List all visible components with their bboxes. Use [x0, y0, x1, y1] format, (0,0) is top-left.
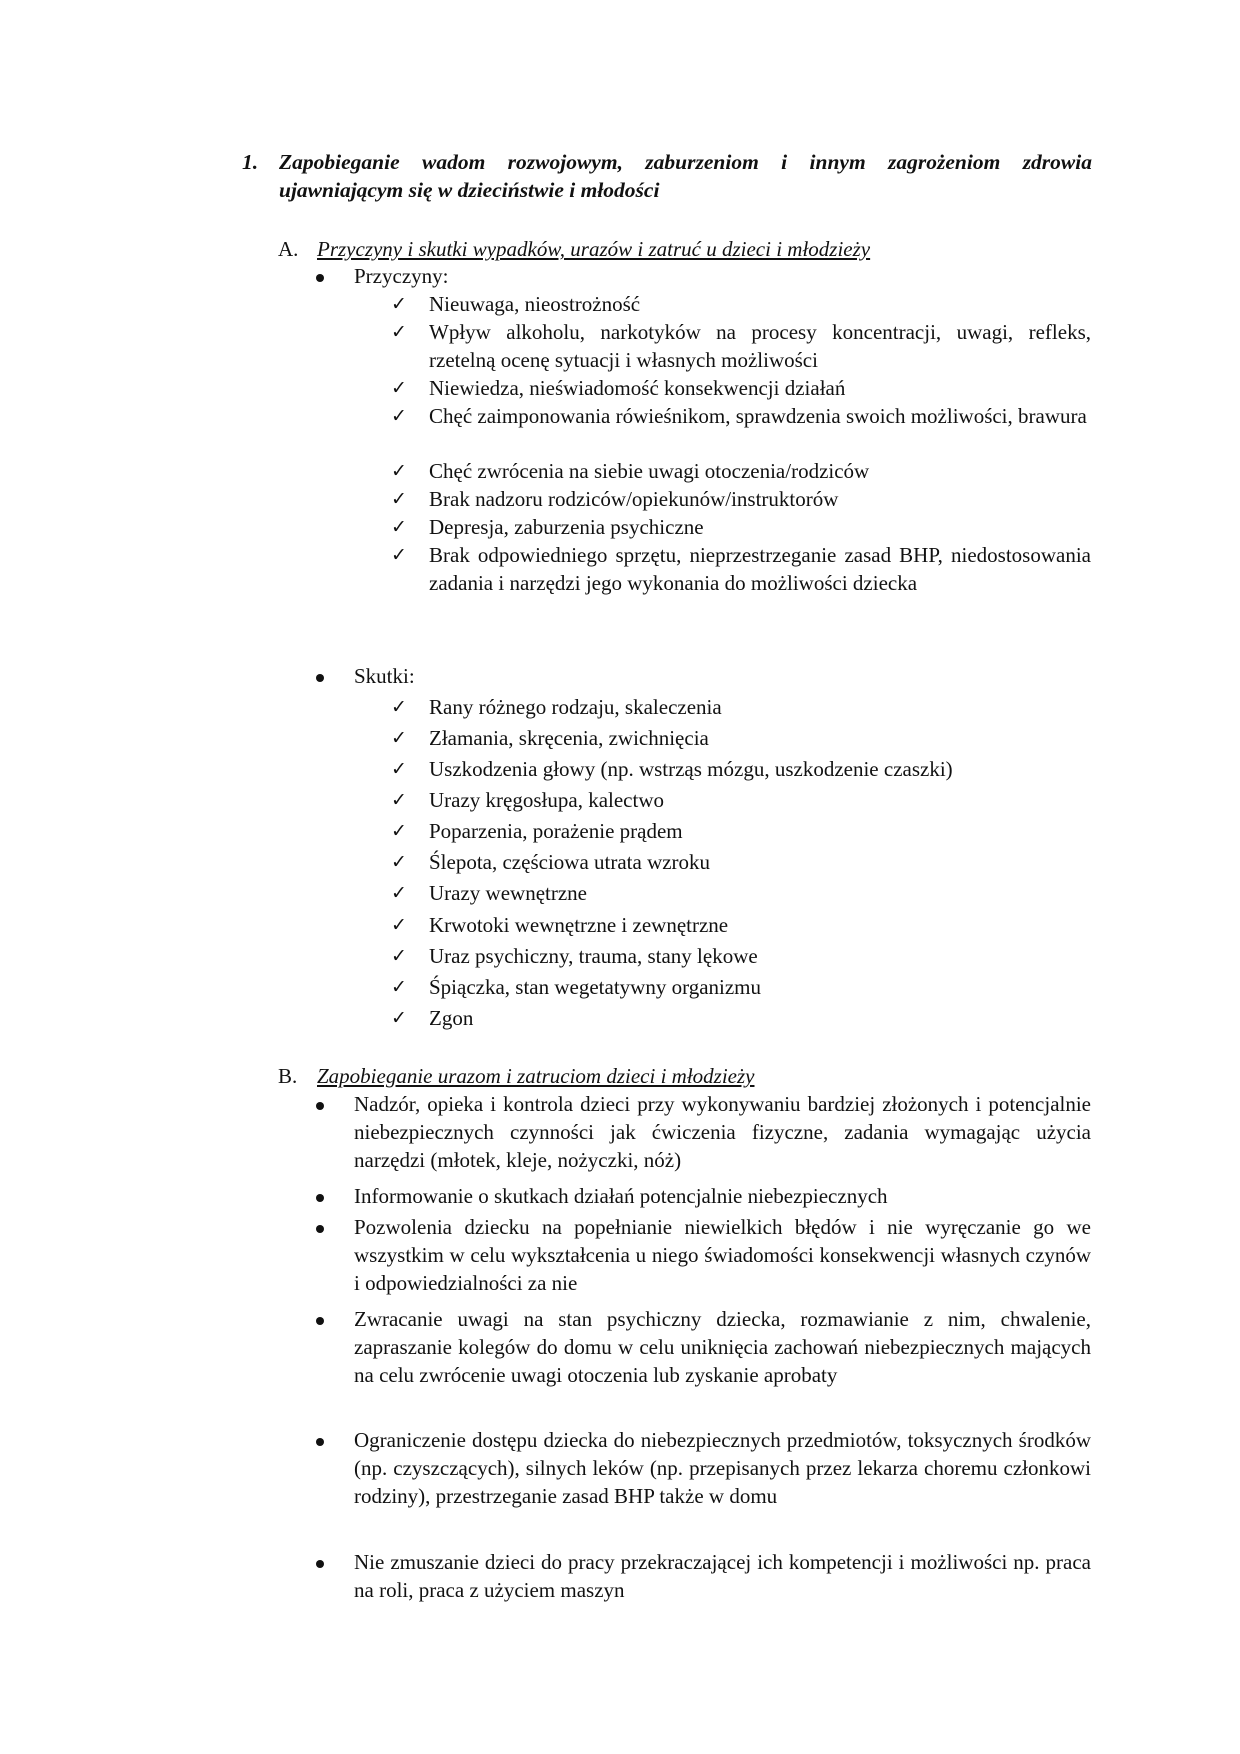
check-icon: ✓: [391, 945, 407, 967]
list-item: ✓ Poparzenia, porażenie prądem: [391, 819, 683, 843]
check-icon: ✓: [391, 696, 407, 718]
list-item: ✓ Urazy wewnętrzne: [391, 881, 587, 905]
list-item: ✓ Ślepota, częściowa utrata wzroku: [391, 850, 711, 874]
check-icon: ✓: [391, 516, 407, 538]
check-icon: ✓: [391, 293, 407, 315]
check-icon: ✓: [391, 789, 407, 811]
list-item: ✓ Krwotoki wewnętrzne i zewnętrzne: [391, 913, 729, 937]
bullet-przyczyny: [316, 262, 1091, 290]
bullet-icon: [316, 1438, 324, 1446]
list-item: ✓ Depresja, zaburzenia psychiczne: [391, 515, 704, 539]
list-item: ✓ Uraz psychiczny, trauma, stany lękowe: [391, 944, 758, 968]
section-a-letter: A.: [278, 237, 299, 261]
check-icon: ✓: [391, 544, 407, 566]
check-icon: ✓: [391, 405, 407, 427]
check-icon: ✓: [391, 1007, 407, 1029]
list-item: ✓ Brak odpowiedniego sprzętu, nieprzestrzeganie zasad BHP, niedostosowania zadania i narzędzi jego wykonania do możliwości dziecka: [391, 543, 1091, 595]
heading-text: Zapobieganie wadom rozwojowym, zaburzeniom i innym zagrożeniom zdrowia ujawniającym się w dzieciństwie i młodości: [279, 150, 1092, 202]
check-icon: ✓: [391, 321, 407, 343]
list-item: ✓ Urazy kręgosłupa, kalectwo: [391, 788, 664, 812]
check-icon: ✓: [391, 758, 407, 780]
list-item: Ograniczenie dostępu dziecka do niebezpiecznych przedmiotów, toksycznych środków (np. czyszczących), silnych leków (np. przepisanych przez lekarza choremu członkowi rodziny), przestrzeganie zasad BHP także w domu: [316, 1426, 1091, 1510]
list-item: Informowanie o skutkach działań potencjalnie niebezpiecznych: [316, 1182, 1091, 1210]
list-item: ✓ Brak nadzoru rodziców/opiekunów/instruktorów: [391, 487, 839, 511]
check-icon: ✓: [391, 820, 407, 842]
list-item: ✓ Rany różnego rodzaju, skaleczenia: [391, 695, 722, 719]
check-icon: ✓: [391, 976, 407, 998]
section-a-title: Przyczyny i skutki wypadków, urazów i zatruć u dzieci i młodzieży: [317, 237, 871, 261]
list-item: ✓ Chęć zwrócenia na siebie uwagi otoczenia/rodziców: [391, 459, 870, 483]
list-item: Nadzór, opieka i kontrola dzieci przy wykonywaniu bardziej złożonych i potencjalnie niebezpiecznych czynności jak ćwiczenia fizyczne, zadania wymagając użycia narzędzi (młotek, kleje, nożyczki, nóż): [316, 1090, 1091, 1174]
section-b-title: Zapobieganie urazom i zatruciom dzieci i młodzieży: [317, 1064, 755, 1088]
list-item: ✓ Uszkodzenia głowy (np. wstrząs mózgu, uszkodzenie czaszki): [391, 757, 953, 781]
list-item: ✓ Zgon: [391, 1006, 474, 1030]
list-item: Pozwolenia dziecku na popełnianie niewielkich błędów i nie wyręczanie go we wszystkim w celu wykształcenia u niego świadomości konsekwencji własnych czynów i odpowiedzialności za nie: [316, 1213, 1091, 1297]
check-icon: ✓: [391, 851, 407, 873]
bullet-icon: [316, 1225, 324, 1233]
bullet-icon: [316, 1560, 324, 1568]
list-item: ✓ Śpiączka, stan wegetatywny organizmu: [391, 975, 762, 999]
group-label: Skutki:: [354, 664, 415, 688]
check-icon: ✓: [391, 460, 407, 482]
bullet-skutki: [316, 662, 1091, 690]
bullet-icon: [316, 274, 324, 282]
bullet-icon: [316, 1194, 324, 1202]
main-heading: [242, 148, 1092, 204]
bullet-icon: [316, 1102, 324, 1110]
bullet-icon: [316, 1317, 324, 1325]
list-item: ✓ Nieuwaga, nieostrożność: [391, 292, 641, 316]
check-icon: ✓: [391, 377, 407, 399]
bullet-icon: [316, 674, 324, 682]
list-item: ✓ Złamania, skręcenia, zwichnięcia: [391, 726, 709, 750]
list-item: Nie zmuszanie dzieci do pracy przekraczającej ich kompetencji i możliwości np. praca na roli, praca z użyciem maszyn: [316, 1548, 1091, 1604]
check-icon: ✓: [391, 727, 407, 749]
check-icon: ✓: [391, 488, 407, 510]
check-icon: ✓: [391, 914, 407, 936]
list-item: Zwracanie uwagi na stan psychiczny dziecka, rozmawianie z nim, chwalenie, zapraszanie kolegów do domu w celu uniknięcia zachowań niebezpiecznych mających na celu zwrócenie uwagi otoczenia lub zyskanie aprobaty: [316, 1305, 1091, 1389]
group-label: Przyczyny:: [354, 264, 449, 288]
check-icon: ✓: [391, 882, 407, 904]
section-b-letter: B.: [278, 1064, 298, 1088]
heading-number: 1.: [242, 150, 259, 174]
list-item: ✓ Wpływ alkoholu, narkotyków na procesy koncentracji, uwagi, refleks, rzetelną ocenę sytuacji i własnych możliwości: [391, 320, 1091, 372]
list-item: ✓ Chęć zaimponowania rówieśnikom, sprawdzenia swoich możliwości, brawura: [391, 404, 1087, 428]
list-item: ✓ Niewiedza, nieświadomość konsekwencji działań: [391, 376, 846, 400]
